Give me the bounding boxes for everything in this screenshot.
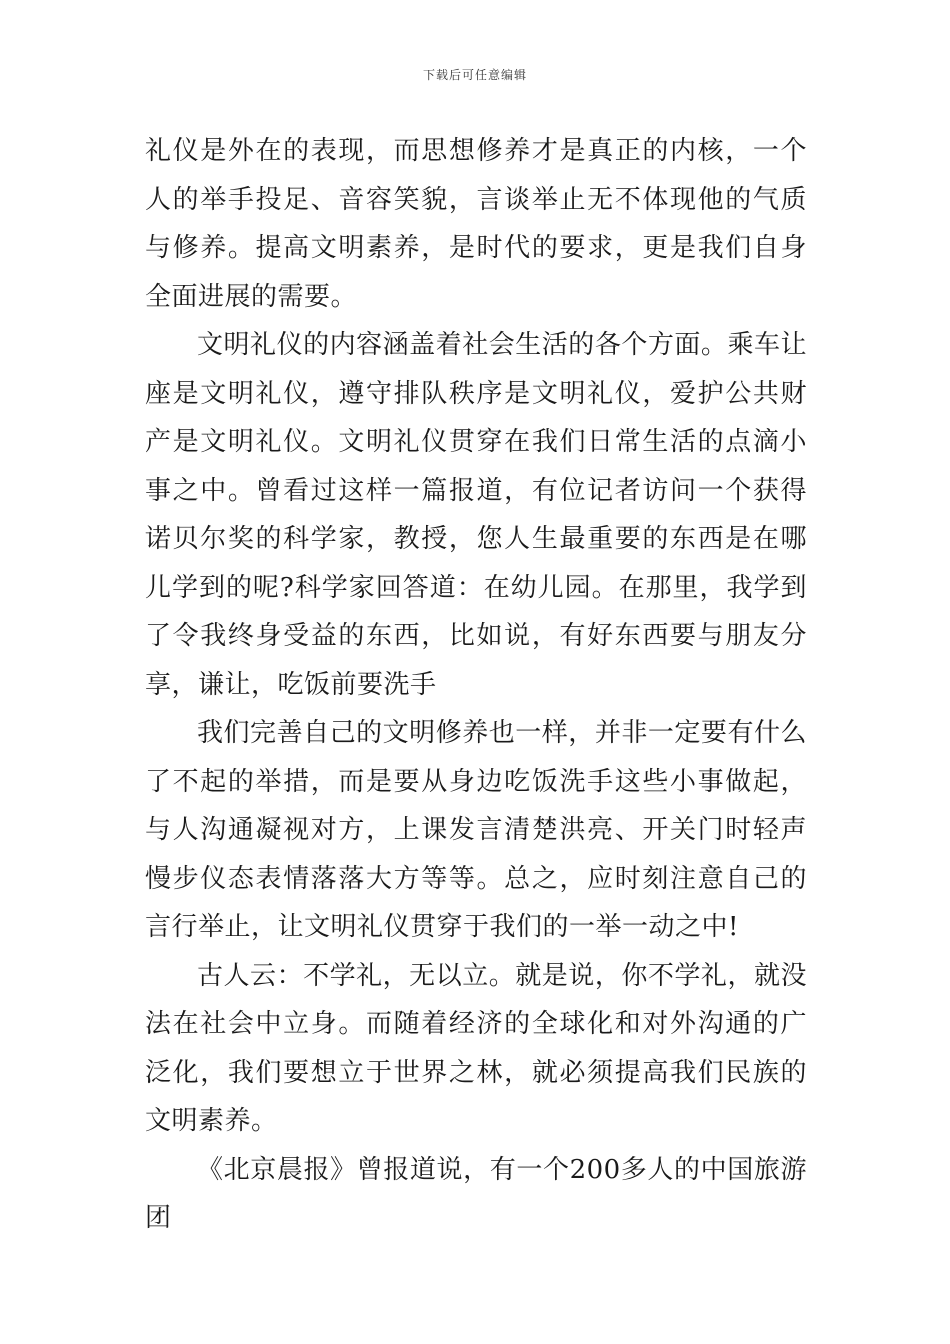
paragraph-3: 我们完善自己的文明修养也一样，并非一定要有什么了不起的举措，而是要从身边吃饭洗手这些小事做起，与人沟通凝视对方，上课发言清楚洪亮、开关门时轻声慢步仪态表情落落大方等等。总之，应时刻注意自己的言行举止，让文明礼仪贯穿于我们的一举一动之中! <box>145 718 807 942</box>
paragraph-1: 礼仪是外在的表现，而思想修养才是真正的内核，一个人的举手投足、音容笑貌，言谈举止无不体现他的气质与修养。提高文明素养，是时代的要求，更是我们自身全面进展的需要。 <box>145 136 807 312</box>
header-note: 下载后可任意编辑 <box>422 68 527 82</box>
document-body <box>145 127 807 1243</box>
paragraph-4: 古人云：不学礼，无以立。就是说，你不学礼，就没法在社会中立身。而随着经济的全球化和对外沟通的广泛化，我们要想立于世界之林，就必须提高我们民族的文明素养。 <box>145 960 807 1136</box>
paragraph-5: 《北京晨报》曾报道说，有一个200多人的中国旅游团 <box>145 1154 807 1233</box>
paragraph-2: 文明礼仪的内容涵盖着社会生活的各个方面。乘车让座是文明礼仪，遵守排队秩序是文明礼仪，爱护公共财产是文明礼仪。文明礼仪贯穿在我们日常生活的点滴小事之中。曾看过这样一篇报道，有位记者访问一个获得诺贝尔奖的科学家，教授，您人生最重要的东西是在哪儿学到的呢?科学家回答道：在幼儿园。在那里，我学到了令我终身受益的东西，比如说，有好东西要与朋友分享，谦让，吃饭前要洗手 <box>145 330 807 700</box>
